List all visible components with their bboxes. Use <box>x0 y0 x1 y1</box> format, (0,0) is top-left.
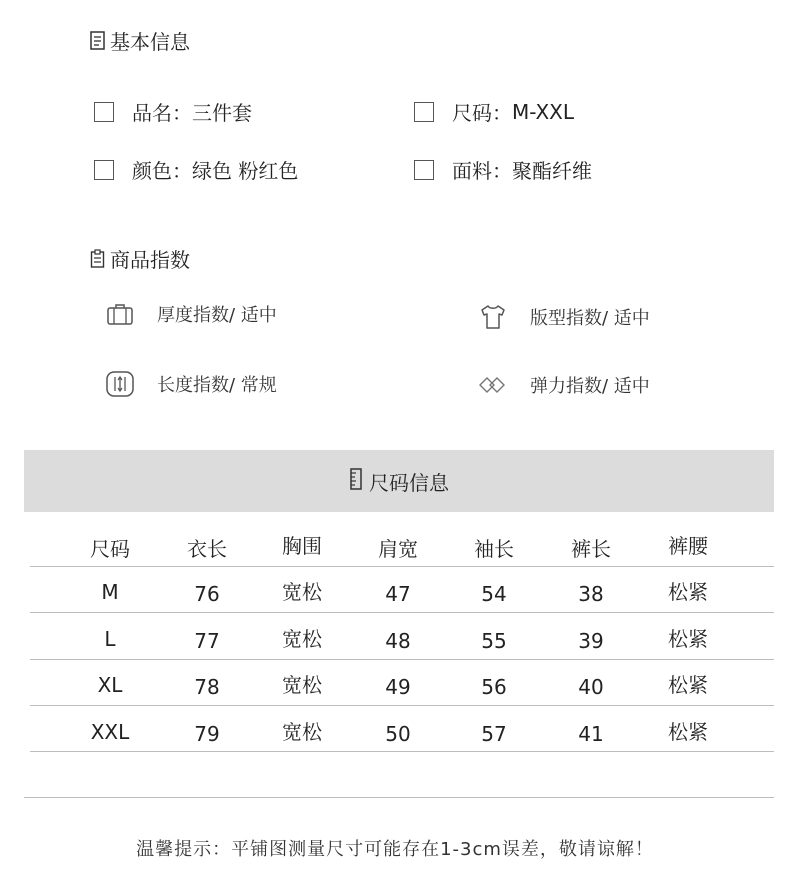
table-cell: 77 <box>194 629 220 653</box>
table-cell: 79 <box>194 722 220 746</box>
index-item-length: 长度指数/ 常规 <box>105 369 277 399</box>
table-cell: 49 <box>385 675 411 699</box>
table-cell: 宽松 <box>282 720 322 744</box>
header-cell: 肩宽 <box>378 537 418 561</box>
bottom-divider <box>24 797 774 798</box>
checkbox[interactable] <box>94 102 114 122</box>
product-index-title: 商品指数 <box>90 244 190 273</box>
header-cell: 胸围 <box>282 534 322 558</box>
info-label: 颜色： <box>132 159 192 183</box>
table-cell: 39 <box>578 629 604 653</box>
bag-icon <box>105 299 135 329</box>
size-info-title: 尺码信息 <box>369 470 449 495</box>
notice-text: 温馨提示：平铺图测量尺寸可能存在1-3cm误差，敬请谅解！ <box>136 839 654 860</box>
checkbox[interactable] <box>414 160 434 180</box>
checkbox[interactable] <box>94 160 114 180</box>
info-label: 尺码： <box>452 101 512 125</box>
table-cell: XL <box>97 673 123 697</box>
table-divider <box>30 612 774 613</box>
elastic-icon <box>478 370 508 400</box>
tshirt-icon <box>478 302 508 332</box>
table-cell: 松紧 <box>668 627 708 651</box>
ruler-icon <box>349 468 363 495</box>
index-item-elasticity: 弹力指数/ 适中 <box>478 370 650 400</box>
basic-info-title: 基本信息 <box>90 26 190 55</box>
document-icon <box>90 31 106 51</box>
header-cell: 衣长 <box>187 537 227 561</box>
table-divider <box>30 659 774 660</box>
index-item-fit: 版型指数/ 适中 <box>478 302 650 332</box>
table-cell: 56 <box>481 675 507 699</box>
table-divider <box>30 751 774 752</box>
header-cell: 裤腰 <box>668 534 708 558</box>
header-cell: 裤长 <box>571 537 611 561</box>
table-cell: 55 <box>481 629 507 653</box>
checkbox[interactable] <box>414 102 434 122</box>
info-item-color <box>94 155 298 184</box>
table-cell: 松紧 <box>668 580 708 604</box>
info-item-size <box>414 97 574 126</box>
table-cell: 78 <box>194 675 220 699</box>
table-cell: M <box>101 580 119 604</box>
info-item-fabric <box>414 155 592 184</box>
table-cell: 76 <box>194 582 220 606</box>
table-cell: 48 <box>385 629 411 653</box>
info-label: 面料： <box>452 159 512 183</box>
table-divider <box>30 566 774 567</box>
table-cell: 宽松 <box>282 580 322 604</box>
size-info-header <box>24 450 774 512</box>
info-value: 绿色 粉红色 <box>192 159 299 183</box>
index-item-thickness: 厚度指数/ 适中 <box>105 299 277 329</box>
table-cell: XXL <box>90 720 130 744</box>
info-value: 聚酯纤维 <box>512 159 592 183</box>
table-cell: 宽松 <box>282 673 322 697</box>
table-cell: L <box>104 627 116 651</box>
table-cell: 松紧 <box>668 720 708 744</box>
table-divider <box>30 705 774 706</box>
table-cell: 50 <box>385 722 411 746</box>
table-cell: 38 <box>578 582 604 606</box>
table-cell: 宽松 <box>282 627 322 651</box>
clipboard-icon <box>90 249 106 269</box>
length-icon <box>105 369 135 399</box>
table-cell: 40 <box>578 675 604 699</box>
info-value: M-XXL <box>512 99 575 124</box>
header-cell: 袖长 <box>474 537 514 561</box>
header-cell: 尺码 <box>90 537 130 561</box>
info-value: 三件套 <box>192 101 252 125</box>
table-cell: 54 <box>481 582 507 606</box>
table-cell: 57 <box>481 722 507 746</box>
info-label: 品名： <box>132 101 192 125</box>
info-item-name <box>94 97 252 126</box>
table-cell: 松紧 <box>668 673 708 697</box>
table-cell: 41 <box>578 722 604 746</box>
table-cell: 47 <box>385 582 411 606</box>
